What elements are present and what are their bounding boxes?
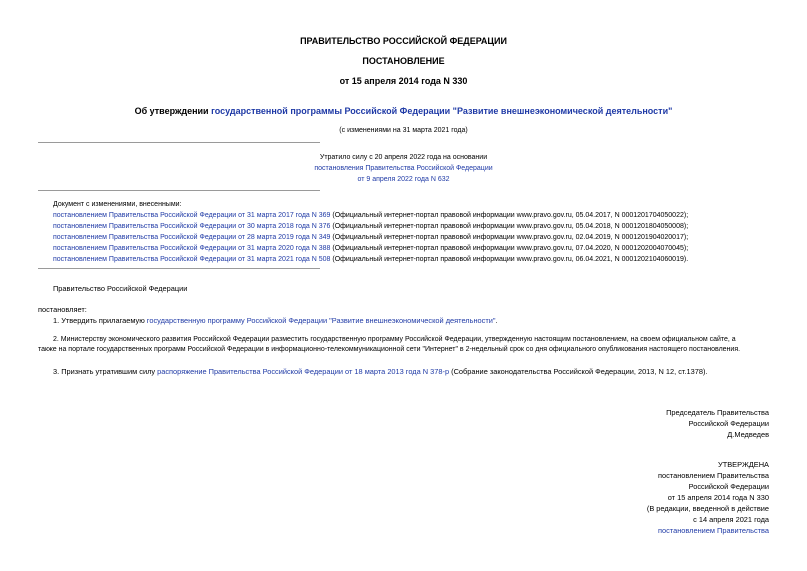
document-date-number: от 15 апреля 2014 года N 330 xyxy=(339,76,468,86)
p1-suffix: . xyxy=(495,316,498,325)
issuer-text: Правительство Российской Федерации xyxy=(53,284,188,293)
paragraph-1 xyxy=(53,316,498,325)
change-source: (Официальный интернет-портал правовой информации www.pravo.gov.ru, 07.04.2020, N 0001202004070045); xyxy=(330,245,689,252)
signature-name: Д.Медведев xyxy=(727,430,769,439)
change-item xyxy=(53,256,688,263)
divider xyxy=(38,190,320,191)
change-item xyxy=(53,223,688,230)
decrees-text: постановляет: xyxy=(38,305,87,314)
document-type: ПОСТАНОВЛЕНИЕ xyxy=(362,56,445,66)
lost-force-link-2[interactable]: от 9 апреля 2022 года N 632 xyxy=(357,176,450,183)
approved-line: Российской Федерации xyxy=(688,482,769,491)
approved-line: с 14 апреля 2021 года xyxy=(693,515,769,524)
p3-prefix: 3. Признать утратившим силу xyxy=(53,367,158,376)
signature-title: Председатель Правительства xyxy=(666,408,769,417)
change-item xyxy=(53,245,688,252)
change-link[interactable]: постановлением Правительства Российской Федерации от 28 марта 2019 года N 349 xyxy=(53,234,331,241)
government-heading: ПРАВИТЕЛЬСТВО РОССИЙСКОЙ ФЕДЕРАЦИИ xyxy=(300,36,507,46)
change-item xyxy=(53,212,688,219)
change-link[interactable]: постановлением Правительства Российской Федерации от 31 марта 2017 года N 369 xyxy=(53,212,331,219)
title-program-link[interactable]: государственной программы Российской Федерации "Развитие внешнеэкономической деятельности" xyxy=(211,106,673,116)
approved-link[interactable]: постановлением Правительства xyxy=(658,526,769,535)
p3-suffix: (Собрание законодательства Российской Федерации, 2013, N 12, ст.1378). xyxy=(449,367,708,376)
change-source: (Официальный интернет-портал правовой информации www.pravo.gov.ru, 06.04.2021, N 0001202104060019). xyxy=(330,256,689,263)
approved-line: постановлением Правительства xyxy=(658,471,769,480)
change-link[interactable]: постановлением Правительства Российской Федерации от 30 марта 2018 года N 376 xyxy=(53,223,331,230)
approved-line: от 15 апреля 2014 года N 330 xyxy=(667,493,769,502)
paragraph-2-line1: 2. Министерству экономического развития Российской Федерации разместить государственную программу Российской Федерации, утвержденную настоящим постановлением, на своем официальном сайте, а xyxy=(53,336,736,343)
p1-prefix: 1. Утвердить прилагаемую xyxy=(53,316,147,325)
lost-force-line1: Утратило силу с 20 апреля 2022 года на основании xyxy=(319,154,488,161)
change-source: (Официальный интернет-портал правовой информации www.pravo.gov.ru, 02.04.2019, N 0001201904020017); xyxy=(330,234,689,241)
p1-program-link[interactable]: государственную программу Российской Федерации "Развитие внешнеэкономической деятельности" xyxy=(146,316,496,325)
amended-note: (с изменениями на 31 марта 2021 года) xyxy=(339,127,468,134)
approved-line: (В редакции, введенной в действие xyxy=(646,504,769,513)
changes-heading: Документ с изменениями, внесенными: xyxy=(53,201,182,208)
signature-country: Российской Федерации xyxy=(688,419,769,428)
document-title xyxy=(0,106,807,116)
divider xyxy=(38,268,320,269)
p3-order-link[interactable]: распоряжение Правительства Российской Федерации от 18 марта 2013 года N 378-р xyxy=(157,367,450,376)
approved-heading: УТВЕРЖДЕНА xyxy=(718,460,769,469)
paragraph-3 xyxy=(53,367,708,376)
divider xyxy=(38,142,320,143)
change-source: (Официальный интернет-портал правовой информации www.pravo.gov.ru, 05.04.2018, N 0001201804050008); xyxy=(330,223,689,230)
change-link[interactable]: постановлением Правительства Российской Федерации от 31 марта 2020 года N 388 xyxy=(53,245,331,252)
change-item xyxy=(53,234,688,241)
paragraph-2-line2: также на портале государственных программ Российской Федерации в информационно-телекоммуникационной сети "Интернет" в 2-недельный срок со дня официального опубликования настоящего постановления. xyxy=(38,346,741,353)
lost-force-link-1[interactable]: постановления Правительства Российской Федерации xyxy=(314,165,493,172)
change-source: (Официальный интернет-портал правовой информации www.pravo.gov.ru, 05.04.2017, N 0001201704050022); xyxy=(330,212,689,219)
title-prefix: Об утверждении xyxy=(134,106,212,116)
change-link[interactable]: постановлением Правительства Российской Федерации от 31 марта 2021 года N 508 xyxy=(53,256,331,263)
